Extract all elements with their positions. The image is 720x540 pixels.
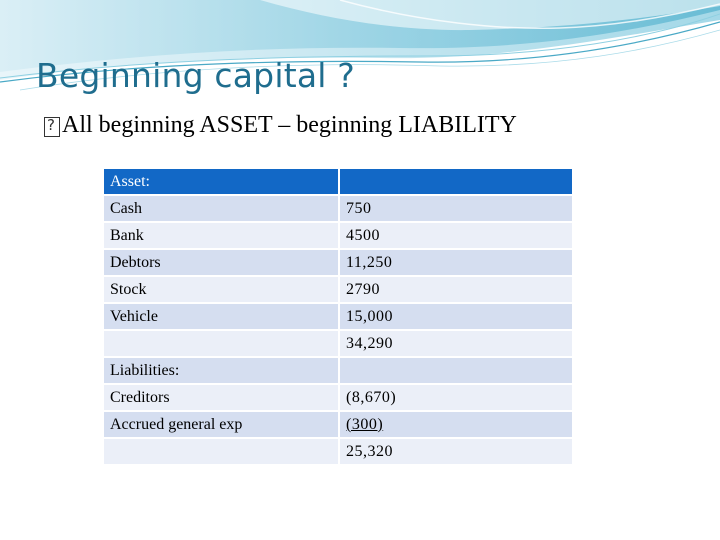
row-value [340, 169, 572, 194]
table-row-asset-total [104, 331, 572, 356]
table-row-liabilities-heading [104, 358, 572, 383]
bullet-point [44, 112, 517, 139]
table-row [104, 412, 572, 437]
row-value: 15,000 [340, 304, 572, 329]
row-value: 34,290 [340, 331, 572, 356]
row-value: 11,250 [340, 250, 572, 275]
row-label [104, 331, 338, 356]
row-label: Vehicle [104, 304, 338, 329]
bullet-text: All beginning ASSET – beginning LIABILITY [62, 112, 517, 138]
table-row [104, 250, 572, 275]
table-row [104, 223, 572, 248]
row-label: Stock [104, 277, 338, 302]
row-label: Debtors [104, 250, 338, 275]
slide-title: Beginning capital ? [36, 56, 356, 95]
table-row [104, 385, 572, 410]
row-label: Liabilities: [104, 358, 338, 383]
row-value: (300) [346, 415, 384, 433]
row-label: Asset: [104, 169, 338, 194]
row-label: Creditors [104, 385, 338, 410]
row-value: 25,320 [340, 439, 572, 464]
table-row [104, 196, 572, 221]
capital-table [102, 167, 574, 466]
row-value: 2790 [340, 277, 572, 302]
row-value: (8,670) [340, 385, 572, 410]
table-row [104, 277, 572, 302]
missing-glyph-bullet-icon [44, 117, 60, 137]
row-value: 4500 [340, 223, 572, 248]
row-label: Bank [104, 223, 338, 248]
row-label: Cash [104, 196, 338, 221]
table-row-header [104, 169, 572, 194]
table-row [104, 304, 572, 329]
row-value [340, 358, 572, 383]
row-label: Accrued general exp [104, 412, 338, 437]
table-row-capital-total [104, 439, 572, 464]
row-label [104, 439, 338, 464]
row-value: 750 [340, 196, 572, 221]
